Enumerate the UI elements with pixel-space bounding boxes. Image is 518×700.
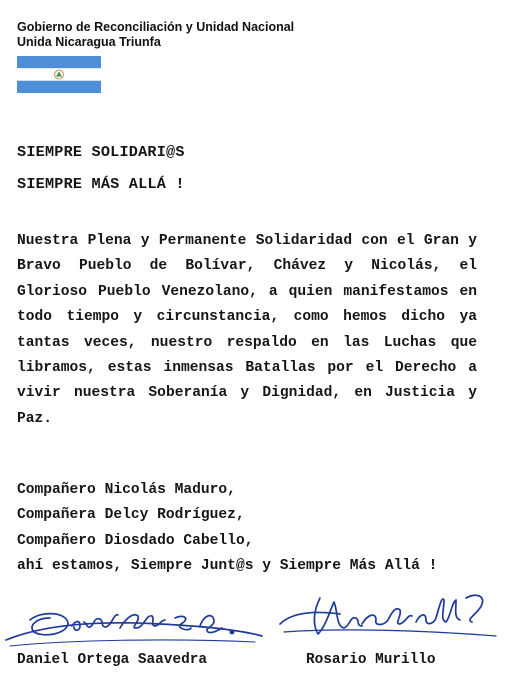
letterhead: [17, 20, 294, 50]
signature-rosario-murillo: [270, 584, 506, 652]
signature-daniel-ortega: [0, 596, 270, 654]
slogan-beyond: SIEMPRE MÁS ALLÁ !: [17, 175, 185, 193]
closing-line: Compañero Diosdado Cabello,: [17, 532, 254, 549]
nicaragua-flag-icon: [17, 56, 101, 93]
closing-line: ahí estamos, Siempre Junt@s y Siempre Más Allá !: [17, 558, 438, 575]
closing-line: Compañera Delcy Rodríguez,: [17, 507, 245, 524]
closing-block: [17, 478, 487, 580]
signatory-name: Daniel Ortega Saavedra: [17, 652, 207, 668]
closing-line: Compañero Nicolás Maduro,: [17, 482, 236, 498]
letter-body: Nuestra Plena y Permanente Solidaridad con el Gran y Bravo Pueblo de Bolívar, Chávez y Nicolás, el Glorioso Pueblo Venezolano, a quien manifestamos en todo tiempo y circunstancia, como hemos dicho ya tantas veces, nuestro respaldo en las Luchas que libramos, estas inmensas Batallas por el Derecho a vivir nuestra Soberanía y Dignidad, en Justicia y Paz.: [17, 233, 477, 427]
government-motto: Unida Nicaragua Triunfa: [17, 35, 161, 49]
signatory-name: Rosario Murillo: [306, 652, 436, 668]
government-name: Gobierno de Reconciliación y Unidad Nacional: [17, 20, 295, 34]
slogan-solidarity: SIEMPRE SOLIDARI@S: [17, 143, 185, 161]
